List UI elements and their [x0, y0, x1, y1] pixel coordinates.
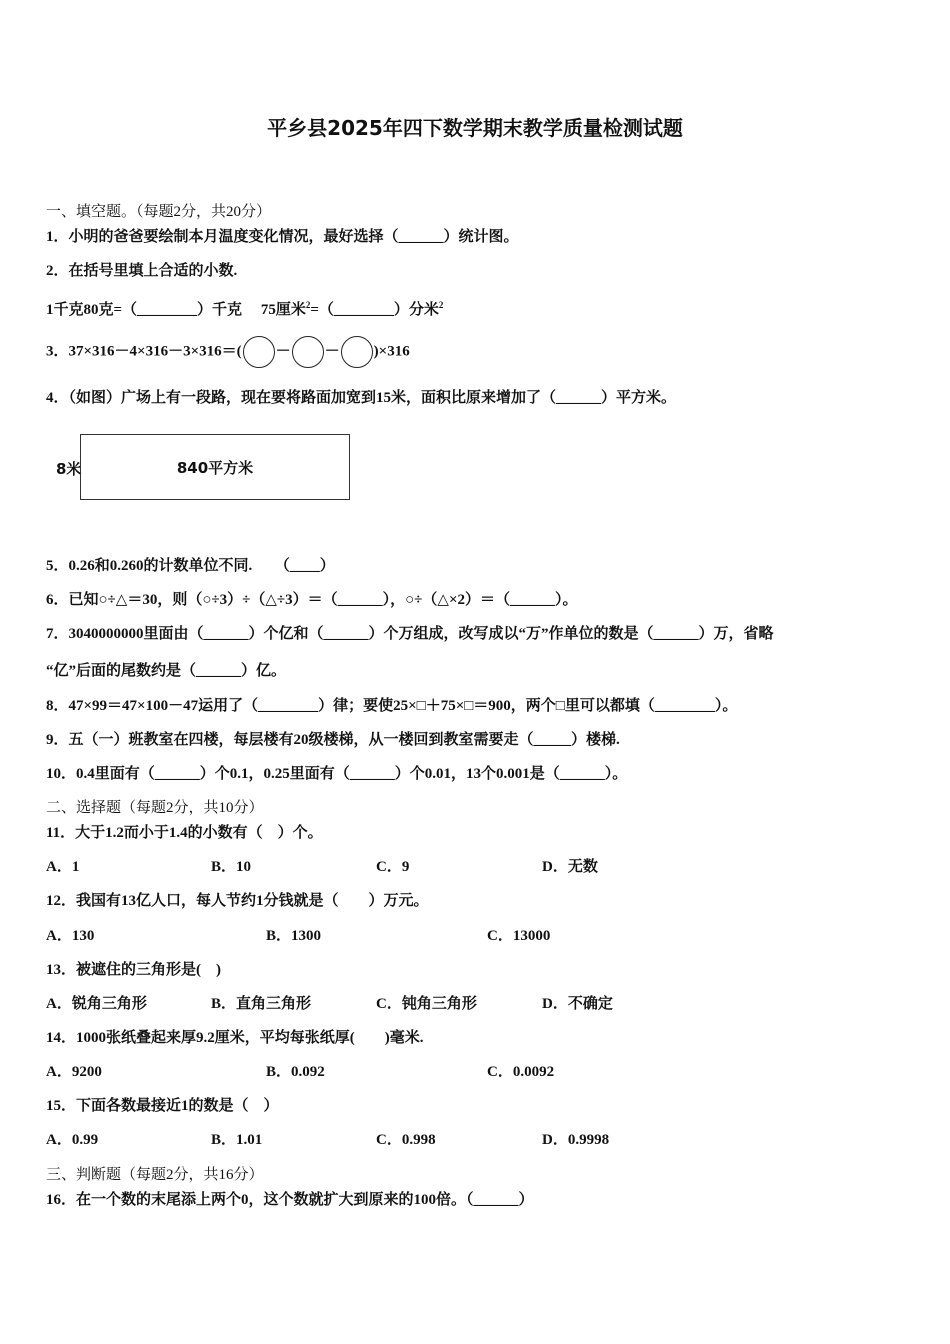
question-12: 12．我国有13亿人口，每人节约1分钱就是（ ）万元。	[46, 893, 429, 909]
question-12-option-b: B．1300	[266, 928, 322, 944]
question-5: 5．0.26和0.260的计数单位不同. （____）	[46, 558, 335, 574]
question-7-line-1: 7．3040000000里面由（______）个亿和（______）个万组成，改写成以“万”作单位的数是（______）万，省略	[46, 626, 774, 642]
question-15-option-b: B．1.01	[211, 1132, 263, 1148]
question-14-option-c: C．0.0092	[487, 1064, 555, 1080]
question-16: 16．在一个数的末尾添上两个0，这个数就扩大到原来的100倍。（______）	[46, 1192, 534, 1208]
question-6: 6．已知○÷△＝30，则（○÷3）÷（△÷3）＝（______），○÷（△×2）＝（______）。	[46, 592, 578, 608]
figure-area-label: 840平方米	[176, 459, 254, 477]
question-3-suffix: )×316	[373, 343, 410, 360]
road-rectangle-figure	[80, 434, 350, 500]
page-title: 平乡县2025年四下数学期末教学质量检测试题	[267, 116, 683, 140]
question-11-option-c: C．9	[376, 859, 410, 875]
circle-blank-icon	[341, 336, 373, 368]
circle-blank-icon	[243, 336, 275, 368]
question-15: 15．下面各数最接近1的数是（ ）	[46, 1098, 279, 1114]
question-2-part-a: 1千克80克=（________）千克	[46, 302, 243, 318]
circle-blank-icon	[292, 336, 324, 368]
question-11-option-b: B．10	[211, 859, 252, 875]
question-15-option-d: D．0.9998	[542, 1132, 610, 1148]
question-10: 10．0.4里面有（______）个0.1，0.25里面有（______）个0.01，13个0.001是（______）。	[46, 766, 628, 782]
question-13-option-b: B．直角三角形	[211, 996, 312, 1012]
question-13: 13．被遮住的三角形是( )	[46, 962, 221, 978]
question-15-option-a: A．0.99	[46, 1132, 99, 1148]
question-8: 8．47×99＝47×100－47运用了（________）律；要使25×□＋75×□＝900，两个□里可以都填（________）。	[46, 698, 738, 714]
question-2: 2．在括号里填上合适的小数.	[46, 263, 238, 279]
figure-side-label: 8米	[56, 460, 82, 478]
question-9: 9．五（一）班教室在四楼，每层楼有20级楼梯，从一楼回到教室需要走（_____）楼梯.	[46, 732, 620, 748]
question-1: 1．小明的爸爸要绘制本月温度变化情况，最好选择（______）统计图。	[46, 229, 519, 245]
minus-sign: －	[275, 343, 291, 360]
question-2-part-b-prefix: 75厘米	[260, 302, 306, 318]
superscript-2: 2	[438, 300, 444, 310]
question-11: 11．大于1.2而小于1.4的小数有（ ）个。	[46, 825, 323, 841]
question-15-option-c: C．0.998	[376, 1132, 436, 1148]
question-13-option-a: A．锐角三角形	[46, 996, 147, 1012]
question-13-option-c: C．钝角三角形	[376, 996, 477, 1012]
section-heading-choice: 二、选择题（每题2分，共10分）	[46, 800, 264, 816]
question-14-option-a: A．9200	[46, 1064, 102, 1080]
minus-sign: －	[324, 343, 340, 360]
section-heading-fill-blank: 一、填空题。（每题2分，共20分）	[46, 204, 272, 220]
question-3-prefix: 3．37×316－4×316－3×316＝(	[46, 343, 242, 360]
superscript-2: 2	[305, 300, 311, 310]
question-11-option-a: A．1	[46, 859, 80, 875]
question-3	[46, 336, 410, 368]
question-14: 14．1000张纸叠起来厚9.2厘米，平均每张纸厚( )毫米.	[46, 1030, 424, 1046]
question-14-option-b: B．0.092	[266, 1064, 325, 1080]
question-12-option-c: C．13000	[487, 928, 551, 944]
question-12-option-a: A．130	[46, 928, 95, 944]
question-7-line-2: “亿”后面的尾数约是（______）亿。	[46, 663, 287, 679]
section-heading-judge: 三、判断题（每题2分，共16分）	[46, 1167, 264, 1183]
question-2-subparts	[46, 295, 443, 320]
question-4: 4．（如图）广场上有一段路，现在要将路面加宽到15米，面积比原来增加了（______）平方米。	[46, 390, 677, 406]
question-13-option-d: D．不确定	[542, 996, 613, 1012]
question-11-option-d: D．无数	[542, 859, 598, 875]
question-2-part-b-mid: =（________）分米	[310, 302, 439, 318]
